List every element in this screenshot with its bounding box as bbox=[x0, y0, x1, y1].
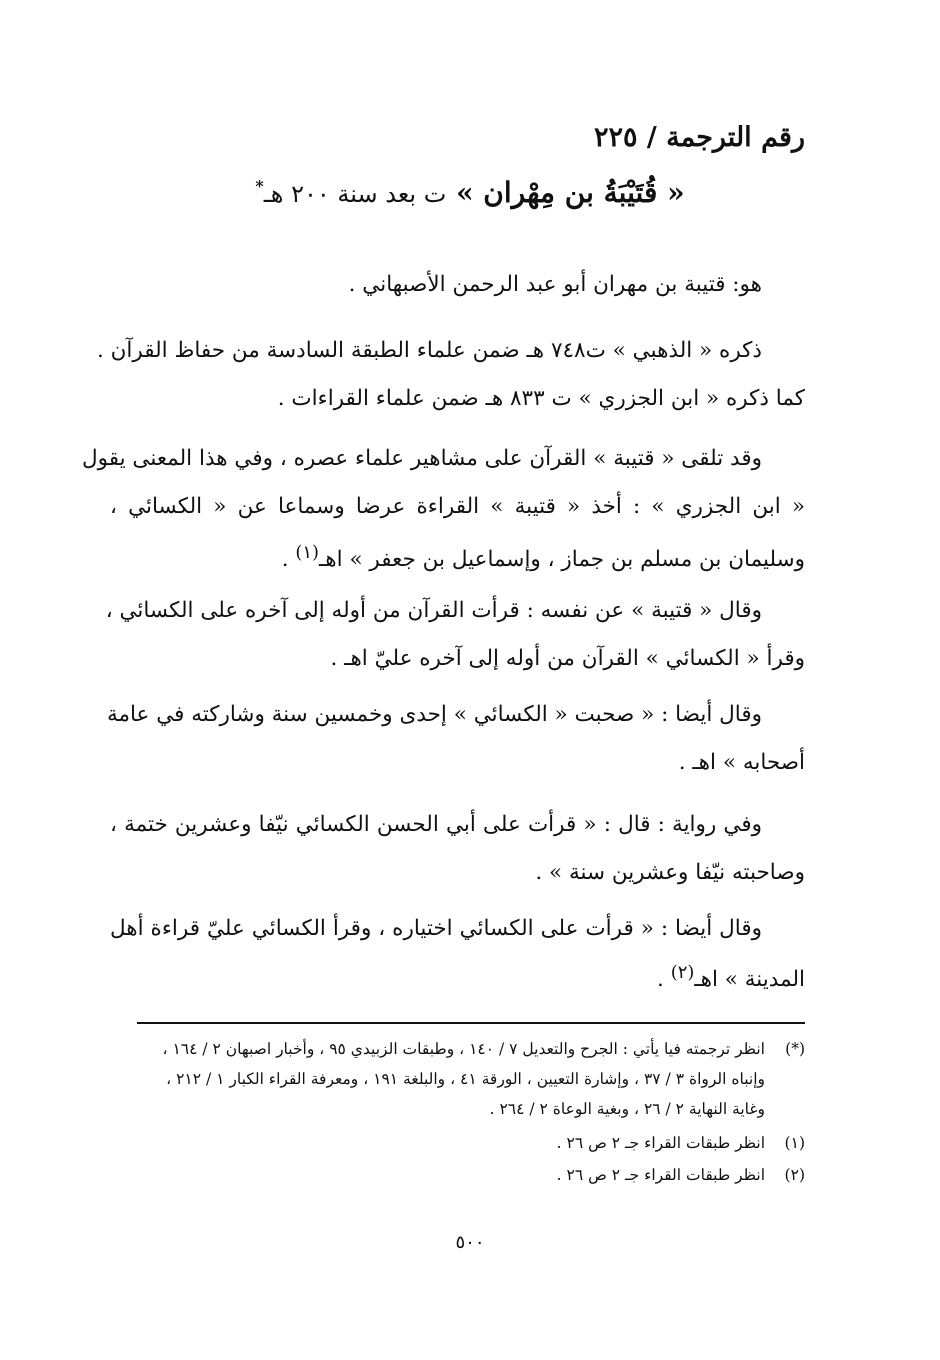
paragraph-teachers-line1: وقد تلقى « قتيبة » القرآن على مشاهير علماء عصره ، وفي هذا المعنى يقول bbox=[81, 446, 762, 471]
paragraph-riwaya-line2: وصاحبته نيّفا وعشرين سنة » . bbox=[535, 860, 805, 885]
footnote-star-mark: (*) bbox=[785, 1040, 805, 1058]
footnote-ref-2: (٢) bbox=[670, 962, 695, 983]
footnote-2 bbox=[557, 1166, 805, 1184]
paragraph-teachers-end: . bbox=[281, 547, 296, 573]
biography-title bbox=[150, 176, 790, 209]
paragraph-teachers-line3 bbox=[110, 542, 805, 572]
paragraph-ikhtiyar-line1: وقال أيضا : « قرأت على الكسائي اختياره ، وقرأ الكسائي عليّ قراءة أهل bbox=[110, 916, 762, 941]
paragraph-self-line2: وقرأ « الكسائي » القرآن من أوله إلى آخره عليّ اهـ . bbox=[330, 646, 805, 671]
entry-number-heading: رقم الترجمة / ٢٢٥ bbox=[593, 122, 805, 153]
paragraph-dhahabi-line1: ذكره « الذهبي » ت٧٤٨ هـ ضمن علماء الطبقة السادسة من حفاظ القرآن . bbox=[96, 338, 762, 363]
page-number: ٥٠٠ bbox=[455, 1232, 485, 1253]
paragraph-dhahabi-line2: كما ذكره « ابن الجزري » ت ٨٣٣ هـ ضمن علماء القراءات . bbox=[277, 386, 805, 411]
footnote-star-text1: انظر ترجمته فيا يأتي : الجرح والتعديل ٧ / ١٤٠ ، وطبقات الزبيدي ٩٥ ، وأخبار اصبهان ٢ / ١٦٤ ، bbox=[162, 1040, 765, 1058]
footnote-1-text: انظر طبقات القراء جـ ٢ ص ٢٦ . bbox=[556, 1134, 765, 1152]
paragraph-teachers-line2: « ابن الجزري » : أخذ « قتيبة » القراءة عرضا وسماعا عن « الكسائي ، bbox=[110, 494, 805, 519]
footnote-divider bbox=[137, 1022, 805, 1024]
footnote-1 bbox=[557, 1134, 805, 1152]
paragraph-self-line1: وقال « قتيبة » عن نفسه : قرأت القرآن من أوله إلى آخره على الكسائي ، bbox=[105, 598, 762, 623]
footnote-star-line3: وغاية النهاية ٢ / ٢٦ ، وبغية الوعاة ٢ / ٢٦٤ . bbox=[489, 1100, 765, 1118]
paragraph-companion-line1: وقال أيضا : « صحبت « الكسائي » إحدى وخمسين سنة وشاركته في عامة bbox=[106, 702, 762, 727]
footnote-2-text: انظر طبقات القراء جـ ٢ ص ٢٦ . bbox=[556, 1166, 765, 1184]
paragraph-companion-line2: أصحابه » اهـ . bbox=[678, 750, 805, 775]
paragraph-teachers-text: وسليمان بن مسلم بن جماز ، وإسماعيل بن جعفر » اهـ bbox=[319, 547, 805, 573]
paragraph-identity: هو: قتيبة بن مهران أبو عبد الرحمن الأصبهاني . bbox=[348, 272, 762, 297]
paragraph-riwaya-line1: وفي رواية : قال : « قرأت على أبي الحسن الكسائي نيّفا وعشرين ختمة ، bbox=[110, 812, 762, 837]
title-death-date: ت بعد سنة ٢٠٠ هـ bbox=[263, 180, 447, 208]
footnote-2-mark: (٢) bbox=[784, 1166, 805, 1184]
title-footnote-star: * bbox=[255, 176, 264, 196]
footnote-ref-1: (١) bbox=[295, 542, 319, 563]
paragraph-ikhtiyar-text: المدينة » اهـ bbox=[694, 967, 805, 993]
paragraph-ikhtiyar-end: . bbox=[657, 967, 671, 993]
footnote-star-line2: وإنباه الرواة ٣ / ٣٧ ، وإشارة التعيين ، الورقة ٤١ ، والبلغة ١٩١ ، ومعرفة القراء الكبار ١ / ٢١٢ ، bbox=[166, 1070, 765, 1088]
paragraph-ikhtiyar-line2 bbox=[110, 962, 805, 992]
title-name: « قُتَيْبَةُ بن مِهْران » bbox=[456, 176, 685, 209]
footnote-star-line1 bbox=[163, 1040, 806, 1058]
footnote-1-mark: (١) bbox=[784, 1134, 805, 1152]
